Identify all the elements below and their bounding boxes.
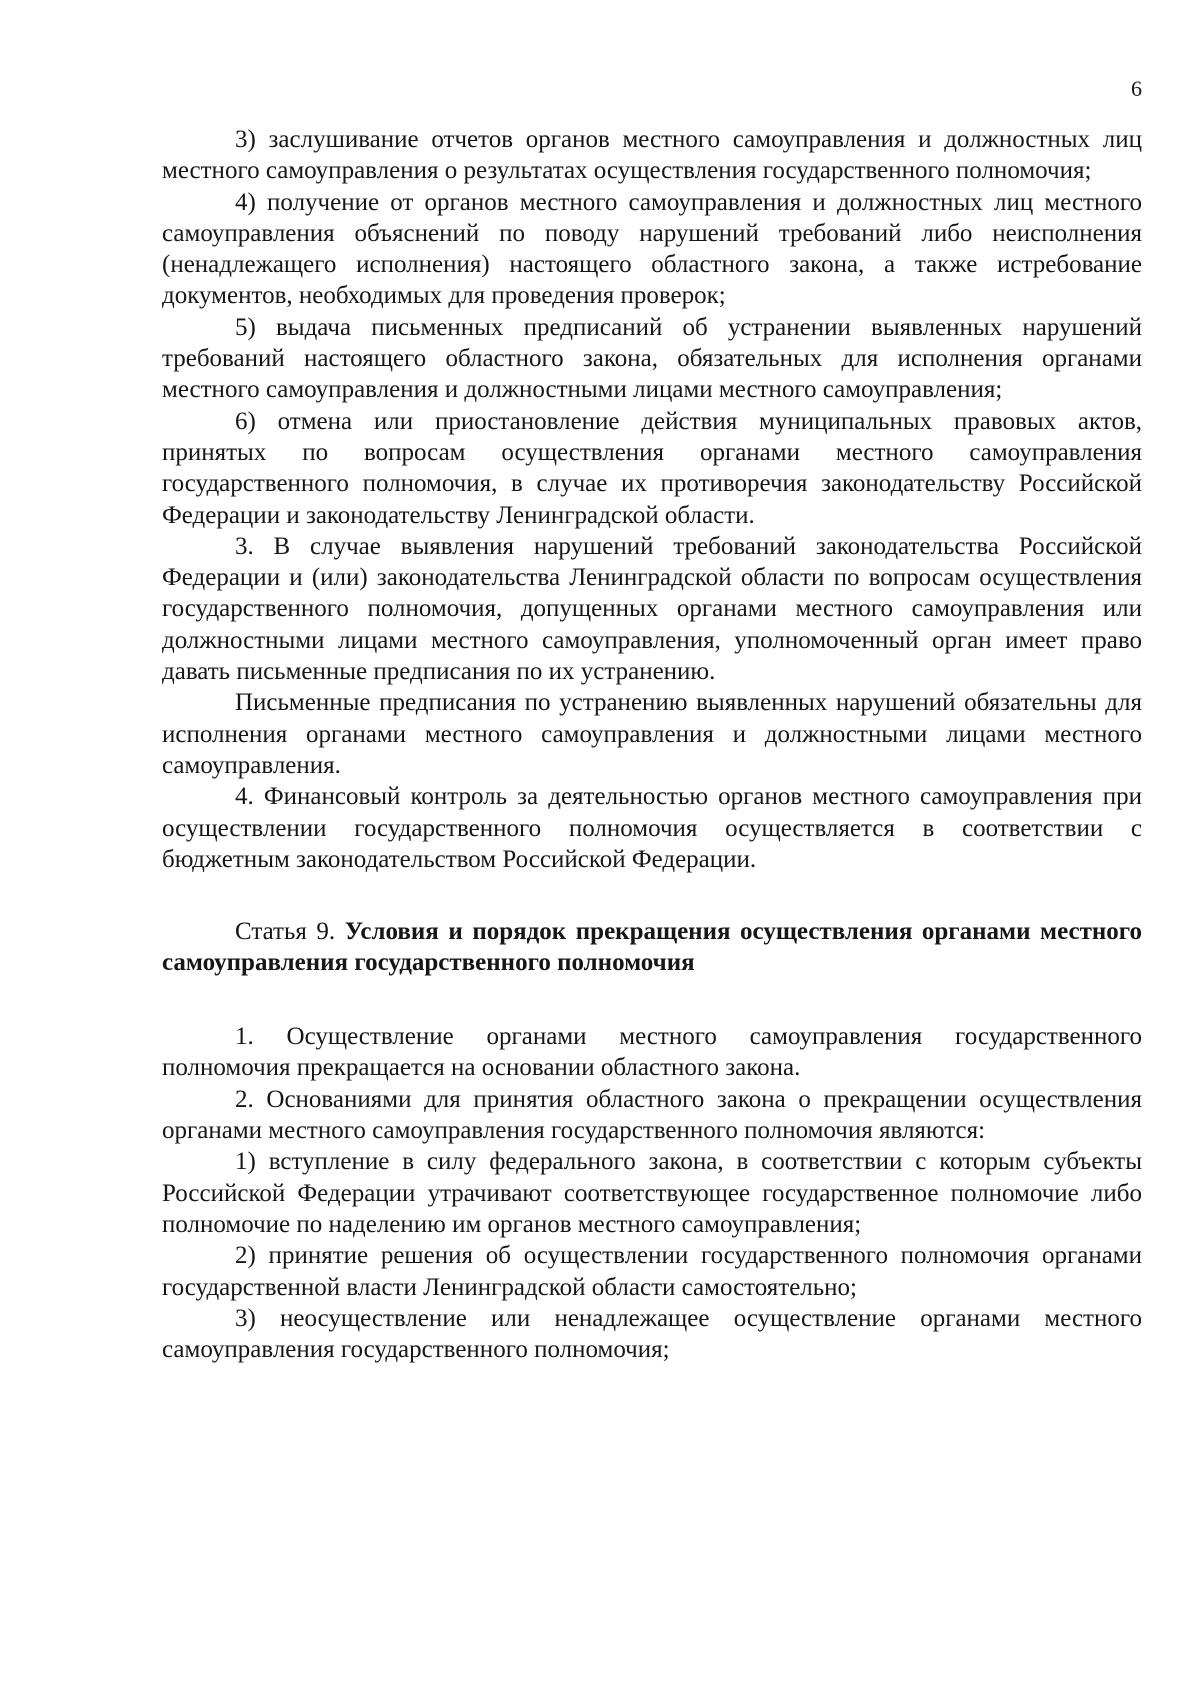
paragraph-item-6-cancellation: 6) отмена или приостановление действия муниципальных правовых актов, принятых по вопросам осуществления органами местного самоуправления государственного полномочия, в случае их противоречия законодательству Российской Федерации и законодательству Ленинградской области.	[162, 407, 1142, 529]
paragraph-item-5-written-orders: 5) выдача письменных предписаний об устранении выявленных нарушений требований настоящего областного закона, обязательных для исполнения органами местного самоуправления и должностными лицами местного самоуправления;	[162, 313, 1142, 404]
paragraph-art9-item-2: 2) принятие решения об осуществлении государственного полномочия органами государственной власти Ленинградской области самостоятельно;	[162, 1242, 1142, 1301]
document-body	[162, 124, 1142, 1365]
paragraph-art9-clause-2: 2. Основаниями для принятия областного закона о прекращении осуществления органами местного самоуправления государственного полномочия являются:	[162, 1085, 1142, 1145]
paragraph-clause-4-financial-control: 4. Финансовый контроль за деятельностью органов местного самоуправления при осуществлении государственного полномочия осуществляется в соответствии с бюджетным законодательством Российской Федерации.	[162, 783, 1142, 873]
paragraph-art9-clause-1: 1. Осуществление органами местного самоуправления государственного полномочия прекращается на основании областного закона.	[162, 1023, 1142, 1082]
article-9-heading	[162, 916, 1142, 978]
article-9-prefix: Статья 9.	[235, 918, 345, 946]
paragraph-written-orders-binding: Письменные предписания по устранению выявленных нарушений обязательны для исполнения органами местного самоуправления и должностными лицами местного самоуправления.	[162, 689, 1142, 779]
paragraph-item-3-hearing-reports: 3) заслушивание отчетов органов местного самоуправления и должностных лиц местного самоуправления о результатах осуществления государственного полномочия;	[162, 126, 1142, 185]
paragraph-clause-3-violations: 3. В случае выявления нарушений требований законодательства Российской Федерации и (или) законодательства Ленинградской области по вопросам осуществления государственного полномочия, допущенных органами местного самоуправления или должностными лицами местного самоуправления, уполномоченный орган имеет право давать письменные предписания по их устранению.	[162, 532, 1142, 686]
article-9-title: Условия и порядок прекращения осуществления органами местного самоуправления государственного полномочия	[162, 918, 1142, 977]
paragraph-item-4-explanations: 4) получение от органов местного самоуправления и должностных лиц местного самоуправления объяснений по поводу нарушений требований либо неисполнения (ненадлежащего исполнения) настоящего областного закона, а также истребование документов, необходимых для проведения проверок;	[162, 188, 1142, 310]
page-number: 6	[1131, 76, 1142, 101]
paragraph-art9-item-1: 1) вступление в силу федерального закона, в соответствии с которым субъекты Российской Федерации утрачивают соответствующее государственное полномочие либо полномочие по наделению им органов местного самоуправления;	[162, 1148, 1142, 1238]
paragraph-art9-item-3: 3) неосуществление или ненадлежащее осуществление органами местного самоуправления государственного полномочия;	[162, 1304, 1142, 1364]
